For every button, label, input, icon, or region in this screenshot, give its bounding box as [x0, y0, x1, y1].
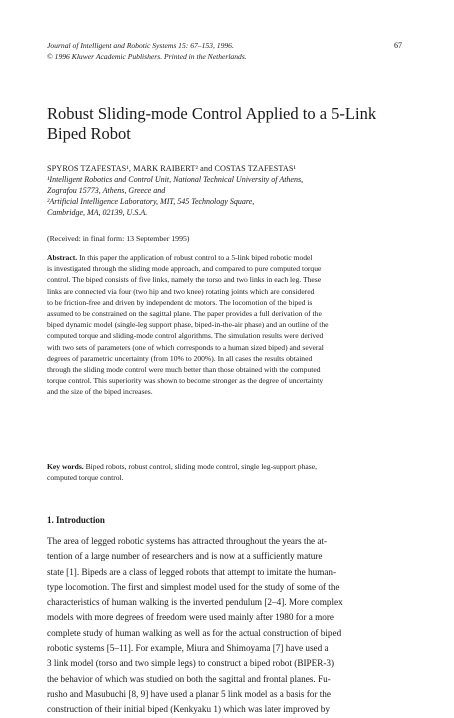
abstract-line: is investigated through the sliding mode approach, and compared to pure computed torque	[47, 264, 322, 274]
abstract-line	[47, 252, 411, 263]
abstract-line: control. The biped consists of five links, namely the torso and two links in each leg. These	[47, 275, 322, 285]
body-line: models with more degrees of freedom were used mainly after 1980 for a more	[47, 612, 335, 623]
abstract-line: computed torque and sliding-mode control algorithms. The simulation results were derived	[47, 331, 324, 341]
abstract-line: assumed to be constrained on the sagittal plane. The paper provides a full derivation of the	[47, 309, 322, 319]
author-block	[47, 163, 427, 218]
journal-header	[47, 41, 347, 62]
body-line: rusho and Masubuchi [8, 9] have used a planar 5 link model as a basis for the	[47, 688, 331, 699]
abstract-label: Abstract.	[47, 253, 78, 262]
keywords-line: computed torque control.	[47, 473, 124, 483]
abstract-line: biped dynamic model (single-leg support phase, biped-in-the-air phase) and an outline of the	[47, 320, 329, 330]
abstract-line: through the sliding mode control were much better than those obtained with the computed	[47, 365, 321, 375]
body-line: characteristics of human walking is the inverted pendulum [2–4]. More complex	[47, 597, 343, 608]
body-text	[47, 534, 411, 718]
paper-title	[47, 104, 387, 144]
page-number: 67	[394, 41, 402, 50]
abstract-line: torque control. This superiority was shown to become stronger as the degree of uncertainty	[47, 376, 324, 386]
title-line: Biped Robot	[47, 124, 131, 143]
body-line: the behavior of which was studied on both the sagittal and frontal planes. Fu-	[47, 673, 331, 684]
body-line: state [1]. Bipeds are a class of legged robots that attempt to imitate the human-	[47, 566, 337, 577]
abstract-line: links are connected via four (two hip and two knee) rotating joints which are considered	[47, 286, 315, 296]
section-heading: 1. Introduction	[47, 515, 105, 525]
keywords	[47, 461, 411, 483]
journal-copyright: © 1996 Kluwer Academic Publishers. Printed in the Netherlands.	[47, 51, 247, 61]
journal-citation: Journal of Intelligent and Robotic Systems 15: 67–153, 1996.	[47, 41, 234, 50]
author-names: SPYROS TZAFESTAS¹, MARK RAIBERT² and COSTAS TZAFESTAS¹	[47, 164, 297, 173]
affiliation-line: ²Artificial Intelligence Laboratory, MIT, 545 Technology Square,	[47, 197, 255, 206]
keywords-line	[47, 461, 411, 472]
keywords-label: Key words.	[47, 462, 84, 471]
affiliation-line: Cambridge, MA, 02139, U.S.A.	[47, 208, 148, 217]
body-line: tention of a large number of researchers and is now at a sufficiently mature	[47, 551, 323, 562]
abstract-line: and the size of the biped increases.	[47, 387, 153, 397]
affiliation-line: Zografou 15773, Athens, Greece and	[47, 186, 166, 195]
abstract-line: degrees of parametric uncertainty (from 10% to 200%). In all cases the results obtained	[47, 353, 313, 363]
abstract	[47, 252, 411, 398]
body-line: type locomotion. The first and simplest model used for the study of some of the	[47, 581, 340, 592]
body-line: robotic systems [5–11]. For example, Miura and Shimoyama [7] have used a	[47, 643, 329, 654]
keywords-text: Biped robots, robust control, sliding mode control, single leg-support phase,	[85, 462, 317, 471]
body-line: 3 link model (torso and two simple legs) to construct a biped robot (BIPER-3)	[47, 658, 335, 669]
abstract-text: In this paper the application of robust control to a 5-link biped robotic model	[79, 253, 313, 262]
body-line: The area of legged robotic systems has attracted throughout the years the at-	[47, 536, 328, 546]
body-line: complete study of human walking as well as for the actual construction of biped	[47, 627, 342, 638]
abstract-line: to be friction-free and driven by independent dc motors. The locomotion of the biped is	[47, 297, 313, 307]
received-date: (Received: in final form: 13 September 1995)	[47, 234, 190, 243]
abstract-line: with two sets of parameters (one of which corresponds to a human sized biped) and several	[47, 342, 324, 352]
title-line: Robust Sliding-mode Control Applied to a 5-Link	[47, 104, 377, 123]
body-line: construction of their initial biped (Kenkyaku 1) which was later improved by	[47, 704, 330, 715]
affiliation-line: ¹Intelligent Robotics and Control Unit, National Technical University of Athens,	[47, 175, 304, 184]
